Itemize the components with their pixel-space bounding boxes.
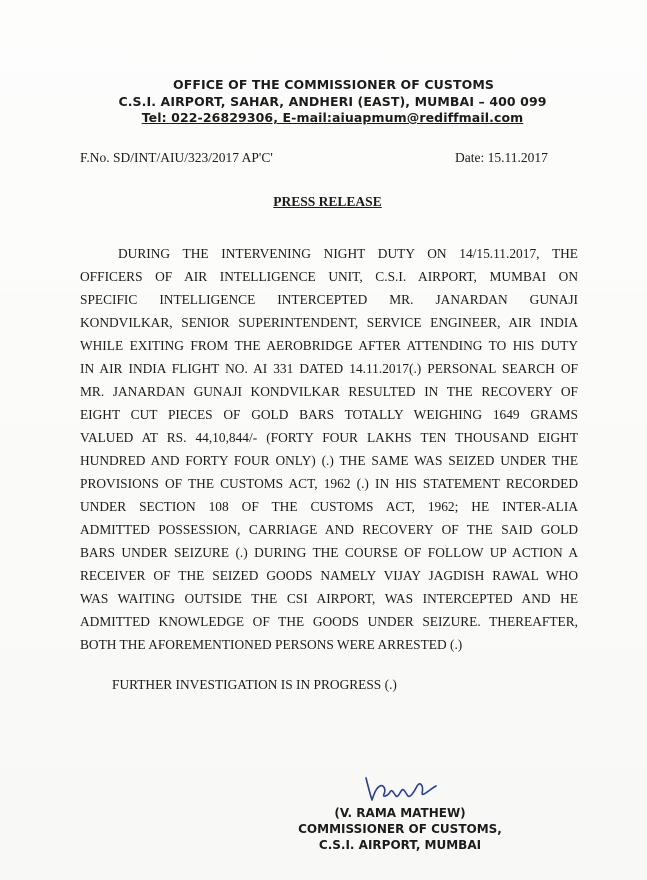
body-line: VALUED AT RS. 44,10,844/- (FORTY FOUR LAKHS TEN THOUSAND EIGHT <box>80 430 578 445</box>
body-line: UNDER SECTION 108 OF THE CUSTOMS ACT, 1962; HE INTER-ALIA <box>80 499 578 514</box>
body-line: BARS UNDER SEIZURE (.) DURING THE COURSE OF FOLLOW UP ACTION A <box>80 545 578 560</box>
body-line: MR. JANARDAN GUNAJI KONDVILKAR RESULTED IN THE RECOVERY OF <box>80 384 578 399</box>
document-title: PRESS RELEASE <box>273 194 382 209</box>
signatory-name: (V. RAMA MATHEW) <box>334 806 466 820</box>
header-office: OFFICE OF THE COMMISSIONER OF CUSTOMS <box>173 77 494 92</box>
body-line: KONDVILKAR, SENIOR SUPERINTENDENT, SERVICE ENGINEER, AIR INDIA <box>80 315 578 330</box>
body-line: BOTH THE AFOREMENTIONED PERSONS WERE ARRESTED (.) <box>80 637 463 652</box>
body-line: WAS WAITING OUTSIDE THE CSI AIRPORT, WAS INTERCEPTED AND HE <box>80 591 578 606</box>
file-number: F.No. SD/INT/AIU/323/2017 AP'C' <box>80 150 273 165</box>
body-line: DURING THE INTERVENING NIGHT DUTY ON 14/15.11.2017, THE <box>118 246 578 261</box>
body-line: WHILE EXITING FROM THE AEROBRIDGE AFTER ATTENDING TO HIS DUTY <box>80 338 578 353</box>
signatory-designation: COMMISSIONER OF CUSTOMS, <box>298 822 502 836</box>
signatory-office: C.S.I. AIRPORT, MUMBAI <box>318 838 482 852</box>
further-investigation-note: FURTHER INVESTIGATION IS IN PROGRESS (.) <box>112 677 397 692</box>
document-date: Date: 15.11.2017 <box>455 150 548 165</box>
handwritten-signature <box>362 774 442 806</box>
body-line: HUNDRED AND FORTY FOUR ONLY) (.) THE SAME WAS SEIZED UNDER THE <box>80 453 578 468</box>
body-line: SPECIFIC INTELLIGENCE INTERCEPTED MR. JANARDAN GUNAJI <box>80 292 578 307</box>
body-line: IN AIR INDIA FLIGHT NO. AI 331 DATED 14.11.2017(.) PERSONAL SEARCH OF <box>80 361 578 376</box>
body-line: PROVISIONS OF THE CUSTOMS ACT, 1962 (.) IN HIS STATEMENT RECORDED <box>80 476 578 491</box>
body-line: EIGHT CUT PIECES OF GOLD BARS TOTALLY WEIGHING 1649 GRAMS <box>80 407 578 422</box>
body-line: ADMITTED KNOWLEDGE OF THE GOODS UNDER SEIZURE. THEREAFTER, <box>80 614 578 629</box>
body-line: ADMITTED POSSESSION, CARRIAGE AND RECOVERY OF THE SAID GOLD <box>80 522 578 537</box>
header-contact: Tel: 022-26829306, E-mail:aiuapmum@rediffmail.com <box>141 110 524 125</box>
body-line: OFFICERS OF AIR INTELLIGENCE UNIT, C.S.I. AIRPORT, MUMBAI ON <box>80 269 578 284</box>
header-address: C.S.I. AIRPORT, SAHAR, ANDHERI (EAST), MUMBAI – 400 099 <box>118 94 547 109</box>
body-line: RECEIVER OF THE SEIZED GOODS NAMELY VIJAY JAGDISH RAWAL WHO <box>80 568 578 583</box>
